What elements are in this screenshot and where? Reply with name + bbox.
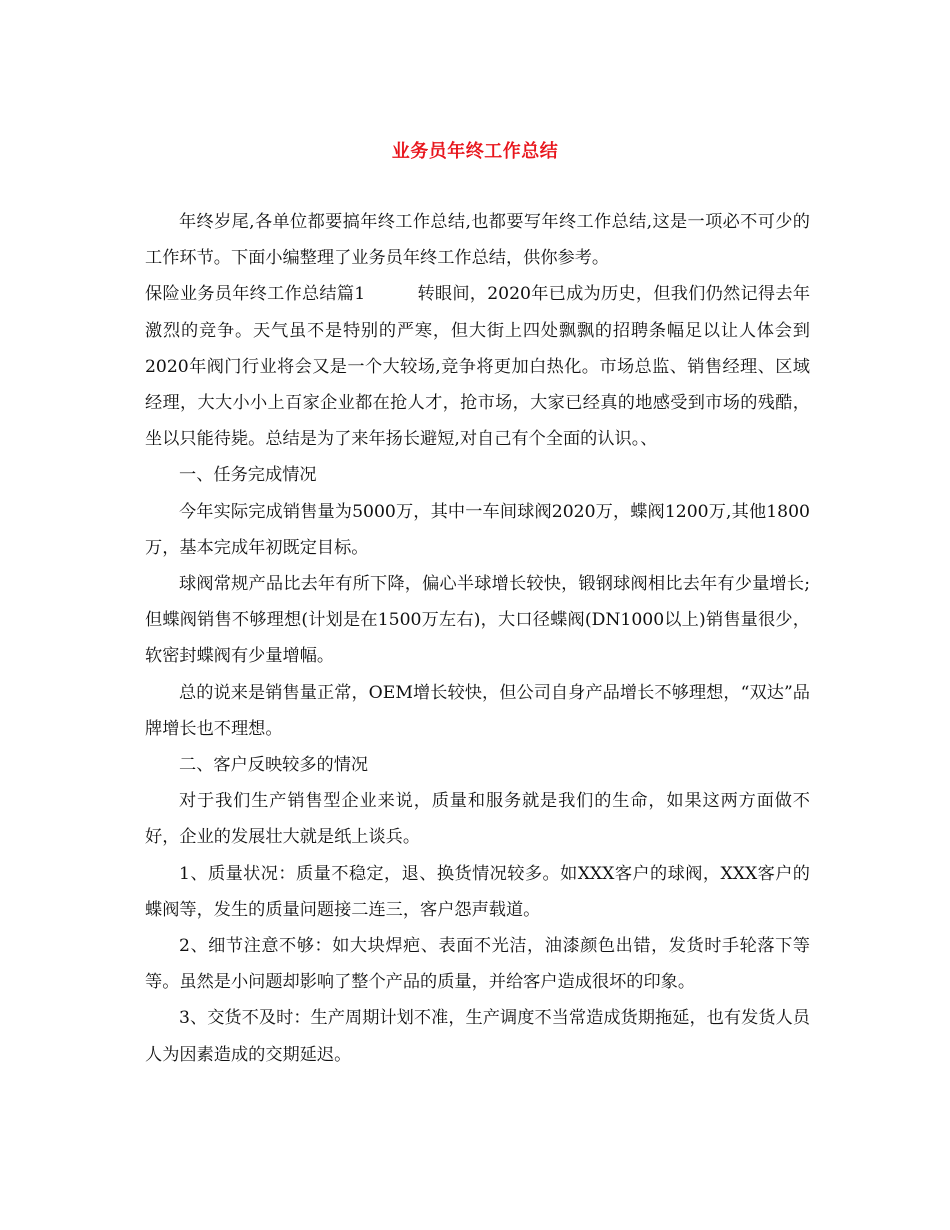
section-2-heading: 二、客户反映较多的情况: [179, 755, 369, 776]
document-title: 业务员年终工作总结: [391, 141, 559, 162]
section-2-paragraph-1: 对于我们生产销售型企业来说，质量和服务就是我们的生命，如果这两方面做不好，企业的发展壮大就是纸上谈兵。: [145, 791, 810, 848]
section-2-paragraph-2: 1、质量状况：质量不稳定，退、换货情况较多。如XXX客户的球阀，XXX客户的蝶阀等，发生的质量问题接二连三，客户怨声载道。: [145, 863, 810, 920]
section-1-paragraph-1: 今年实际完成销售量为5000万，其中一车间球阀2020万，蝶阀1200万,其他1800万，基本完成年初既定目标。: [145, 501, 810, 558]
article-body: 转眼间，2020年已成为历史，但我们仍然记得去年激烈的竞争。天气虽不是特别的严寒，但大街上四处飘飘的招聘条幅足以让人体会到2020年阀门行业将会又是一个大较场,竞争将更加白热化。市场总监、销售经理、区域经理，大大小小上百家企业都在抢人才，抢市场，大家已经真的地感受到市场的残酷，坐以只能待毙。总结是为了来年扬长避短,对自己有个全面的认识。、: [145, 284, 811, 450]
section-1-heading: 一、任务完成情况: [179, 465, 317, 486]
section-1-paragraph-3: 总的说来是销售量正常，OEM增长较快，但公司自身产品增长不够理想，“双达”品牌增长也不理想。: [145, 682, 810, 739]
section-1-paragraph-2: 球阀常规产品比去年有所下降，偏心半球增长较快，锻钢球阀相比去年有少量增长;但蝶阀销售不够理想(计划是在1500万左右)，大口径蝶阀(DN1000以上)销售量很少，软密封蝶阀有少量增幅。: [145, 574, 810, 667]
article-heading: 保险业务员年终工作总结篇1: [145, 284, 366, 305]
document-body: [145, 204, 810, 1073]
article-paragraph-1: [145, 276, 810, 457]
section-2-paragraph-4: 3、交货不及时：生产周期计划不准，生产调度不当常造成货期拖延，也有发货人员人为因素造成的交期延迟。: [145, 1008, 810, 1065]
section-2-paragraph-3: 2、细节注意不够：如大块焊疤、表面不光洁，油漆颜色出错，发货时手轮落下等等。虽然是小问题却影响了整个产品的质量，并给客户造成很坏的印象。: [145, 936, 810, 993]
intro-paragraph: 年终岁尾,各单位都要搞年终工作总结,也都要写年终工作总结,这是一项必不可少的工作环节。下面小编整理了业务员年终工作总结，供你参考。: [145, 212, 810, 269]
